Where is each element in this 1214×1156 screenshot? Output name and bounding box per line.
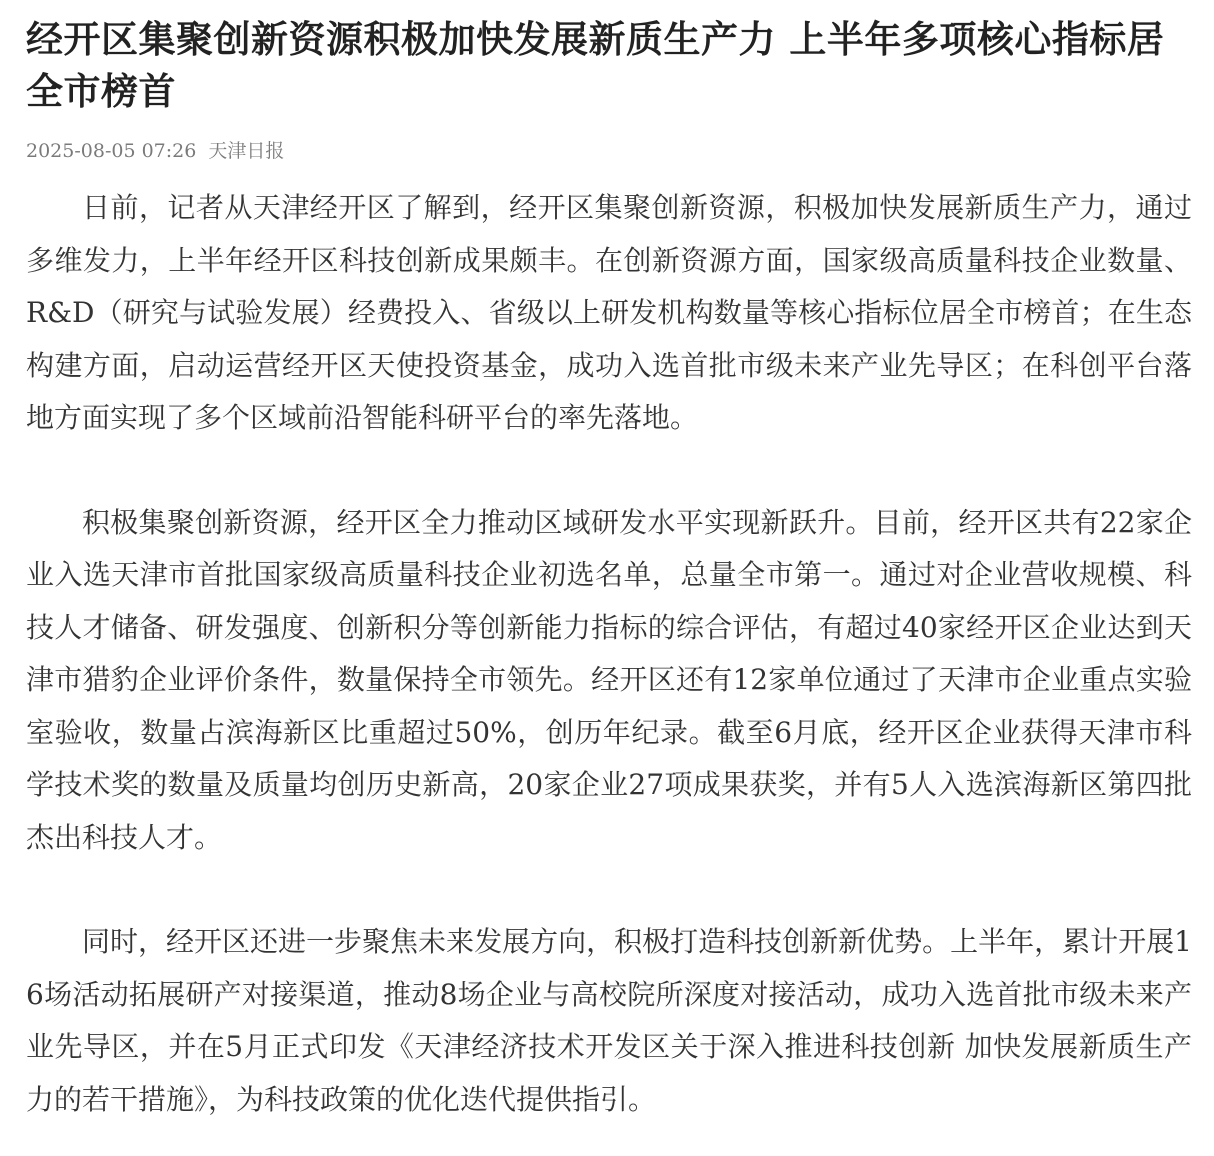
article-title: 经开区集聚创新资源积极加快发展新质生产力 上半年多项核心指标居全市榜首 bbox=[26, 18, 1165, 113]
paragraph-3: 同时，经开区还进一步聚焦未来发展方向，积极打造科技创新新优势。上半年，累计开展16场活动拓展研产对接渠道，推动8场企业与高校院所深度对接活动，成功入选首批市级未来产业先导区，并在5月正式印发《天津经济技术开发区关于深入推进科技创新 加快发展新质生产力的若干措施》，为科技政策的优化迭代提供指引。 bbox=[26, 925, 1192, 1116]
paragraph-2: 积极集聚创新资源，经开区全力推动区域研发水平实现新跃升。目前，经开区共有22家企业入选天津市首批国家级高质量科技企业初选名单，总量全市第一。通过对企业营收规模、科技人才储备、研发强度、创新积分等创新能力指标的综合评估，有超过40家经开区企业达到天津市猎豹企业评价条件，数量保持全市领先。经开区还有12家单位通过了天津市企业重点实验室验收，数量占滨海新区比重超过50%，创历年纪录。截至6月底，经开区企业获得天津市科学技术奖的数量及质量均创历史新高，20家企业27项成果获奖，并有5人入选滨海新区第四批杰出科技人才。 bbox=[26, 505, 1192, 854]
article-meta bbox=[26, 138, 1192, 164]
paragraph-1: 日前，记者从天津经开区了解到，经开区集聚创新资源，积极加快发展新质生产力，通过多维发力，上半年经开区科技创新成果颇丰。在创新资源方面，国家级高质量科技企业数量、R&D（研究与试验发展）经费投入、省级以上研发机构数量等核心指标位居全市榜首；在生态构建方面，启动运营经开区天使投资基金，成功入选首批市级未来产业先导区；在科创平台落地方面实现了多个区域前沿智能科研平台的率先落地。 bbox=[26, 191, 1192, 434]
article-body bbox=[26, 182, 1192, 1126]
article-source: 天津日报 bbox=[208, 140, 285, 162]
article bbox=[26, 14, 1192, 1126]
publish-date: 2025-08-05 07:26 bbox=[26, 140, 197, 162]
